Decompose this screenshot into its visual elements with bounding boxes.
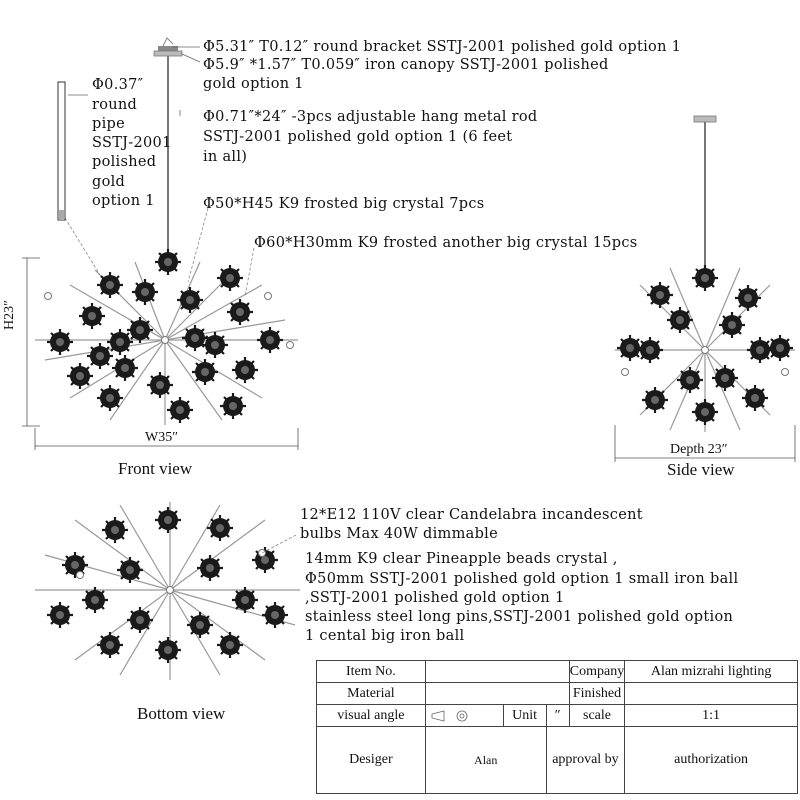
approval-label: approval by — [546, 727, 625, 794]
designer-label: Desiger — [317, 727, 426, 794]
beads-annotation-line5: 1 cental big iron ball — [305, 628, 465, 644]
side-view-label: Side view — [667, 460, 735, 479]
finished-value — [625, 683, 798, 705]
item-no-label: Item No. — [317, 661, 426, 683]
canopy-annotation-line2: gold option 1 — [203, 76, 304, 92]
authorization-label: authorization — [625, 727, 798, 794]
beads-annotation-line4: stainless steel long pins,SSTJ-2001 polished gold option — [305, 609, 734, 625]
bottom-view-drawing — [35, 502, 300, 680]
visual-angle-label: visual angle — [317, 705, 426, 727]
crystal-big-annotation: Φ50*H45 K9 frosted big crystal 7pcs — [203, 196, 485, 212]
company-value: Alan mizrahi lighting — [625, 661, 798, 683]
depth-dimension: Depth 23″ — [670, 442, 728, 457]
material-label: Material — [317, 683, 426, 705]
front-view-label: Front view — [118, 459, 193, 478]
beads-annotation-line3: ,SSTJ-2001 polished gold option 1 — [305, 590, 565, 606]
unit-value: ″ — [546, 705, 569, 727]
material-value — [425, 683, 569, 705]
width-dimension: W35″ — [145, 430, 179, 445]
bulbs-annotation-line2: bulbs Max 40W dimmable — [300, 526, 498, 542]
pipe-line: Φ0.37″ — [92, 77, 144, 93]
bottom-view-label: Bottom view — [137, 704, 226, 723]
height-dimension: H23″ — [2, 300, 17, 330]
rod-annotation-line2: SSTJ-2001 polished gold option 1 (6 feet — [203, 129, 513, 145]
crystal-another-annotation: Φ60*H30mm K9 frosted another big crystal 15pcs — [254, 235, 638, 251]
pipe-line: SSTJ-2001 — [92, 135, 172, 151]
pipe-line: polished — [92, 154, 157, 170]
title-block — [316, 660, 798, 794]
pipe-line: round — [92, 97, 138, 113]
pipe-line: pipe — [92, 116, 125, 132]
beads-annotation-line1: 14mm K9 clear Pineapple beads crystal , — [305, 551, 618, 567]
pipe-line: option 1 — [92, 193, 155, 209]
finished-label: Finished — [569, 683, 624, 705]
side-view-drawing — [615, 116, 795, 462]
unit-label: Unit — [503, 705, 546, 727]
scale-value: 1:1 — [625, 705, 798, 727]
bracket-annotation: Φ5.31″ T0.12″ round bracket SSTJ-2001 polished gold option 1 — [203, 39, 682, 55]
rod-annotation-line3: in all) — [203, 149, 248, 165]
item-no-value — [425, 661, 569, 683]
beads-annotation-line2: Φ50mm SSTJ-2001 polished gold option 1 small iron ball — [305, 571, 739, 587]
company-label: Company — [569, 661, 624, 683]
rod-annotation-line1: Φ0.71″*24″ -3pcs adjustable hang metal rod — [203, 109, 538, 125]
pipe-detail — [58, 82, 65, 220]
scale-label: scale — [569, 705, 624, 727]
visual-angle-symbol-cell — [425, 705, 503, 727]
pipe-line: gold — [92, 174, 126, 190]
bulbs-annotation-line1: 12*E12 110V clear Candelabra incandescent — [300, 507, 643, 523]
designer-value: Alan — [425, 727, 546, 794]
canopy-annotation-line1: Φ5.9″ *1.57″ T0.059″ iron canopy SSTJ-2001 polished — [203, 57, 609, 73]
